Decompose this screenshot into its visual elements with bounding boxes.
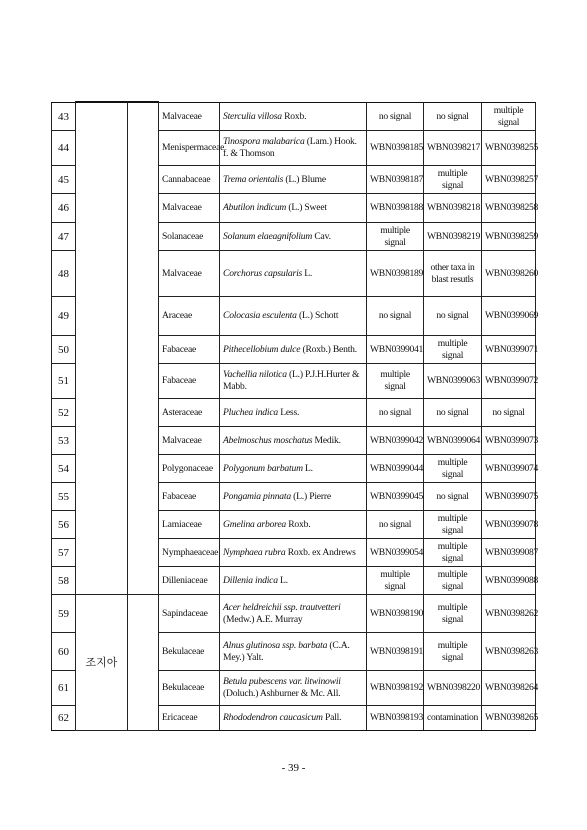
- marker1-cell: WBN0398185: [367, 131, 424, 166]
- row-number: 51: [52, 364, 76, 399]
- species-cell: [220, 671, 367, 706]
- marker3-cell: WBN0399071: [482, 336, 536, 364]
- marker3-cell: WBN0398259: [482, 223, 536, 251]
- family-cell: Nymphaeaceae: [159, 539, 220, 567]
- species-cell: [220, 706, 367, 731]
- family-cell: Malvaceae: [159, 427, 220, 455]
- row-number: 61: [52, 671, 76, 706]
- marker3-cell: WBN0398257: [482, 166, 536, 194]
- species-authority: (C.A. Mey.) Yalt.: [223, 639, 350, 663]
- species-name: Betula pubescens var. litwinowii: [223, 676, 341, 687]
- marker1-cell: multiple signal: [367, 223, 424, 251]
- marker2-cell: multiple signal: [424, 633, 482, 671]
- row-number: 46: [52, 194, 76, 223]
- species-name: Abelmoschus moschatus: [223, 434, 313, 446]
- row-number: 56: [52, 511, 76, 539]
- species-name: Nymphaea rubra: [223, 546, 286, 558]
- species-cell: [220, 399, 367, 427]
- species-authority: (L.) Schott: [296, 310, 339, 321]
- row-number: 53: [52, 427, 76, 455]
- marker3-cell: WBN0399072: [482, 364, 536, 399]
- species-name: Gmelina arborea: [223, 518, 286, 530]
- species-cell: [220, 633, 367, 671]
- species-authority: Roxb. ex Andrews: [285, 546, 356, 558]
- marker2-cell: WBN0398218: [424, 194, 482, 223]
- page-number: - 39 -: [281, 762, 306, 774]
- family-cell: Cannabaceae: [159, 166, 220, 194]
- family-cell: Bekulaceae: [159, 671, 220, 706]
- family-cell: Fabaceae: [159, 364, 220, 399]
- species-cell: [220, 223, 367, 251]
- species-authority: L.: [277, 574, 288, 586]
- species-authority: L.: [302, 267, 313, 279]
- species-cell: [220, 427, 367, 455]
- marker1-cell: no signal: [367, 297, 424, 336]
- marker2-cell: WBN0398217: [424, 131, 482, 166]
- marker3-cell: WBN0399087: [482, 539, 536, 567]
- family-cell: Polygonaceae: [159, 455, 220, 483]
- sub-region-cell: [128, 595, 159, 731]
- marker1-cell: no signal: [367, 399, 424, 427]
- marker2-cell: no signal: [424, 483, 482, 511]
- marker3-cell: WBN0399075: [482, 483, 536, 511]
- marker3-cell: WBN0398263: [482, 633, 536, 671]
- row-number: 45: [52, 166, 76, 194]
- marker3-cell: WBN0398255: [482, 131, 536, 166]
- family-cell: Malvaceae: [159, 251, 220, 297]
- family-cell: Fabaceae: [159, 483, 220, 511]
- row-number: 48: [52, 251, 76, 297]
- species-cell: [220, 297, 367, 336]
- species-cell: [220, 166, 367, 194]
- species-cell: [220, 539, 367, 567]
- marker2-cell: WBN0398219: [424, 223, 482, 251]
- species-name: Vachellia nilotica: [223, 369, 287, 380]
- family-cell: Malvaceae: [159, 194, 220, 223]
- species-cell: [220, 455, 367, 483]
- species-authority: Pall.: [322, 712, 342, 723]
- marker2-cell: multiple signal: [424, 166, 482, 194]
- marker1-cell: WBN0398193: [367, 706, 424, 731]
- marker3-cell: WBN0399074: [482, 455, 536, 483]
- species-name: Acer heldreichii ssp. trautvetteri: [223, 601, 341, 613]
- species-cell: [220, 251, 367, 297]
- species-authority: (Roxb.) Benth.: [300, 343, 357, 355]
- table-row: [52, 595, 536, 633]
- marker1-cell: WBN0398189: [367, 251, 424, 297]
- species-name: Corchorus capsularis: [223, 267, 303, 279]
- species-authority: Roxb.: [281, 110, 307, 122]
- marker3-cell: WBN0399069: [482, 297, 536, 336]
- table-row: [52, 103, 536, 131]
- species-name: Pithecellobium dulce: [223, 343, 301, 355]
- marker1-cell: multiple signal: [367, 364, 424, 399]
- marker3-cell: WBN0398258: [482, 194, 536, 223]
- species-authority: (Lam.) Hook. f. & Thomson: [223, 136, 357, 159]
- marker1-cell: WBN0399045: [367, 483, 424, 511]
- family-cell: Asteraceae: [159, 399, 220, 427]
- species-authority: (Doluch.) Ashburner & Mc. All.: [223, 688, 341, 699]
- family-cell: Solanaceae: [159, 223, 220, 251]
- species-cell: [220, 103, 367, 131]
- species-authority: (L.) P.J.H.Hurter & Mabb.: [223, 369, 360, 392]
- row-number: 60: [52, 633, 76, 671]
- marker3-cell: WBN0398265: [482, 706, 536, 731]
- row-number: 52: [52, 399, 76, 427]
- family-cell: Menispermaceae: [159, 131, 220, 166]
- marker1-cell: WBN0398191: [367, 633, 424, 671]
- species-authority: Cav.: [312, 230, 331, 242]
- species-cell: [220, 364, 367, 399]
- marker2-cell: multiple signal: [424, 567, 482, 595]
- species-name: Pluchea indica: [223, 406, 279, 418]
- row-number: 59: [52, 595, 76, 633]
- species-name: Tinospora malabarica: [223, 136, 305, 147]
- marker2-cell: contamination: [424, 706, 482, 731]
- row-number: 47: [52, 223, 76, 251]
- family-cell: Malvaceae: [159, 103, 220, 131]
- marker1-cell: WBN0399054: [367, 539, 424, 567]
- marker1-cell: WBN0399044: [367, 455, 424, 483]
- marker1-cell: no signal: [367, 511, 424, 539]
- region-cell: [76, 595, 128, 731]
- species-authority: (Medw.) A.E. Murray: [223, 613, 303, 625]
- species-authority: Medik.: [312, 434, 341, 446]
- marker1-cell: WBN0398192: [367, 671, 424, 706]
- species-authority: (L.) Sweet: [286, 202, 327, 213]
- species-authority: Roxb.: [286, 518, 311, 530]
- marker2-cell: no signal: [424, 103, 482, 131]
- marker1-cell: no signal: [367, 103, 424, 131]
- species-name: Solanum elaeagnifolium: [223, 230, 313, 242]
- family-cell: Ericaceae: [159, 706, 220, 731]
- species-cell: [220, 194, 367, 223]
- sub-region-cell: [128, 103, 159, 595]
- marker2-cell: multiple signal: [424, 455, 482, 483]
- row-number: 54: [52, 455, 76, 483]
- marker1-cell: WBN0399041: [367, 336, 424, 364]
- species-authority: (L.) Pierre: [290, 490, 331, 502]
- marker2-cell: no signal: [424, 297, 482, 336]
- species-name: Alnus glutinosa ssp. barbata: [223, 639, 328, 651]
- marker1-cell: multiple signal: [367, 567, 424, 595]
- marker3-cell: WBN0398264: [482, 671, 536, 706]
- family-cell: Fabaceae: [159, 336, 220, 364]
- row-number: 62: [52, 706, 76, 731]
- species-name: Colocasia esculenta: [223, 310, 297, 321]
- species-authority: (L.) Blume: [283, 173, 326, 185]
- row-number: 57: [52, 539, 76, 567]
- marker2-cell: multiple signal: [424, 539, 482, 567]
- marker2-cell: multiple signal: [424, 595, 482, 633]
- marker1-cell: WBN0398188: [367, 194, 424, 223]
- region-cell: [76, 103, 128, 595]
- species-name: Rhododendron caucasicum: [223, 712, 323, 723]
- marker1-cell: WBN0399042: [367, 427, 424, 455]
- marker2-cell: no signal: [424, 399, 482, 427]
- family-cell: Dilleniaceae: [159, 567, 220, 595]
- species-cell: [220, 483, 367, 511]
- marker2-cell: WBN0399063: [424, 364, 482, 399]
- marker2-cell: multiple signal: [424, 511, 482, 539]
- species-cell: [220, 336, 367, 364]
- marker3-cell: WBN0399088: [482, 567, 536, 595]
- species-name: Trema orientalis: [223, 173, 284, 185]
- species-name: Abutilon indicum: [223, 202, 287, 213]
- family-cell: Bekulaceae: [159, 633, 220, 671]
- species-name: Sterculia villosa: [223, 110, 282, 122]
- row-number: 49: [52, 297, 76, 336]
- marker2-cell: multiple signal: [424, 336, 482, 364]
- row-number: 58: [52, 567, 76, 595]
- row-number: 55: [52, 483, 76, 511]
- species-cell: [220, 131, 367, 166]
- marker2-cell: WBN0399064: [424, 427, 482, 455]
- marker3-cell: multiple signal: [482, 103, 536, 131]
- marker3-cell: WBN0398260: [482, 251, 536, 297]
- marker2-cell: other taxa in blast resutls: [424, 251, 482, 297]
- species-table: [51, 102, 536, 731]
- family-cell: Lamiaceae: [159, 511, 220, 539]
- species-cell: [220, 511, 367, 539]
- species-name: Dillenia indica: [223, 574, 278, 586]
- marker2-cell: WBN0398220: [424, 671, 482, 706]
- marker3-cell: no signal: [482, 399, 536, 427]
- marker1-cell: WBN0398190: [367, 595, 424, 633]
- marker3-cell: WBN0399078: [482, 511, 536, 539]
- species-authority: L.: [302, 462, 313, 474]
- species-authority: Less.: [278, 406, 300, 418]
- marker3-cell: WBN0399073: [482, 427, 536, 455]
- species-cell: [220, 567, 367, 595]
- family-cell: Sapindaceae: [159, 595, 220, 633]
- marker1-cell: WBN0398187: [367, 166, 424, 194]
- family-cell: Araceae: [159, 297, 220, 336]
- species-cell: [220, 595, 367, 633]
- region-label: 조지아: [85, 656, 118, 669]
- row-number: 44: [52, 131, 76, 166]
- row-number: 50: [52, 336, 76, 364]
- marker3-cell: WBN0398262: [482, 595, 536, 633]
- row-number: 43: [52, 103, 76, 131]
- species-name: Pongamia pinnata: [223, 490, 291, 502]
- species-name: Polygonum barbatum: [223, 462, 303, 474]
